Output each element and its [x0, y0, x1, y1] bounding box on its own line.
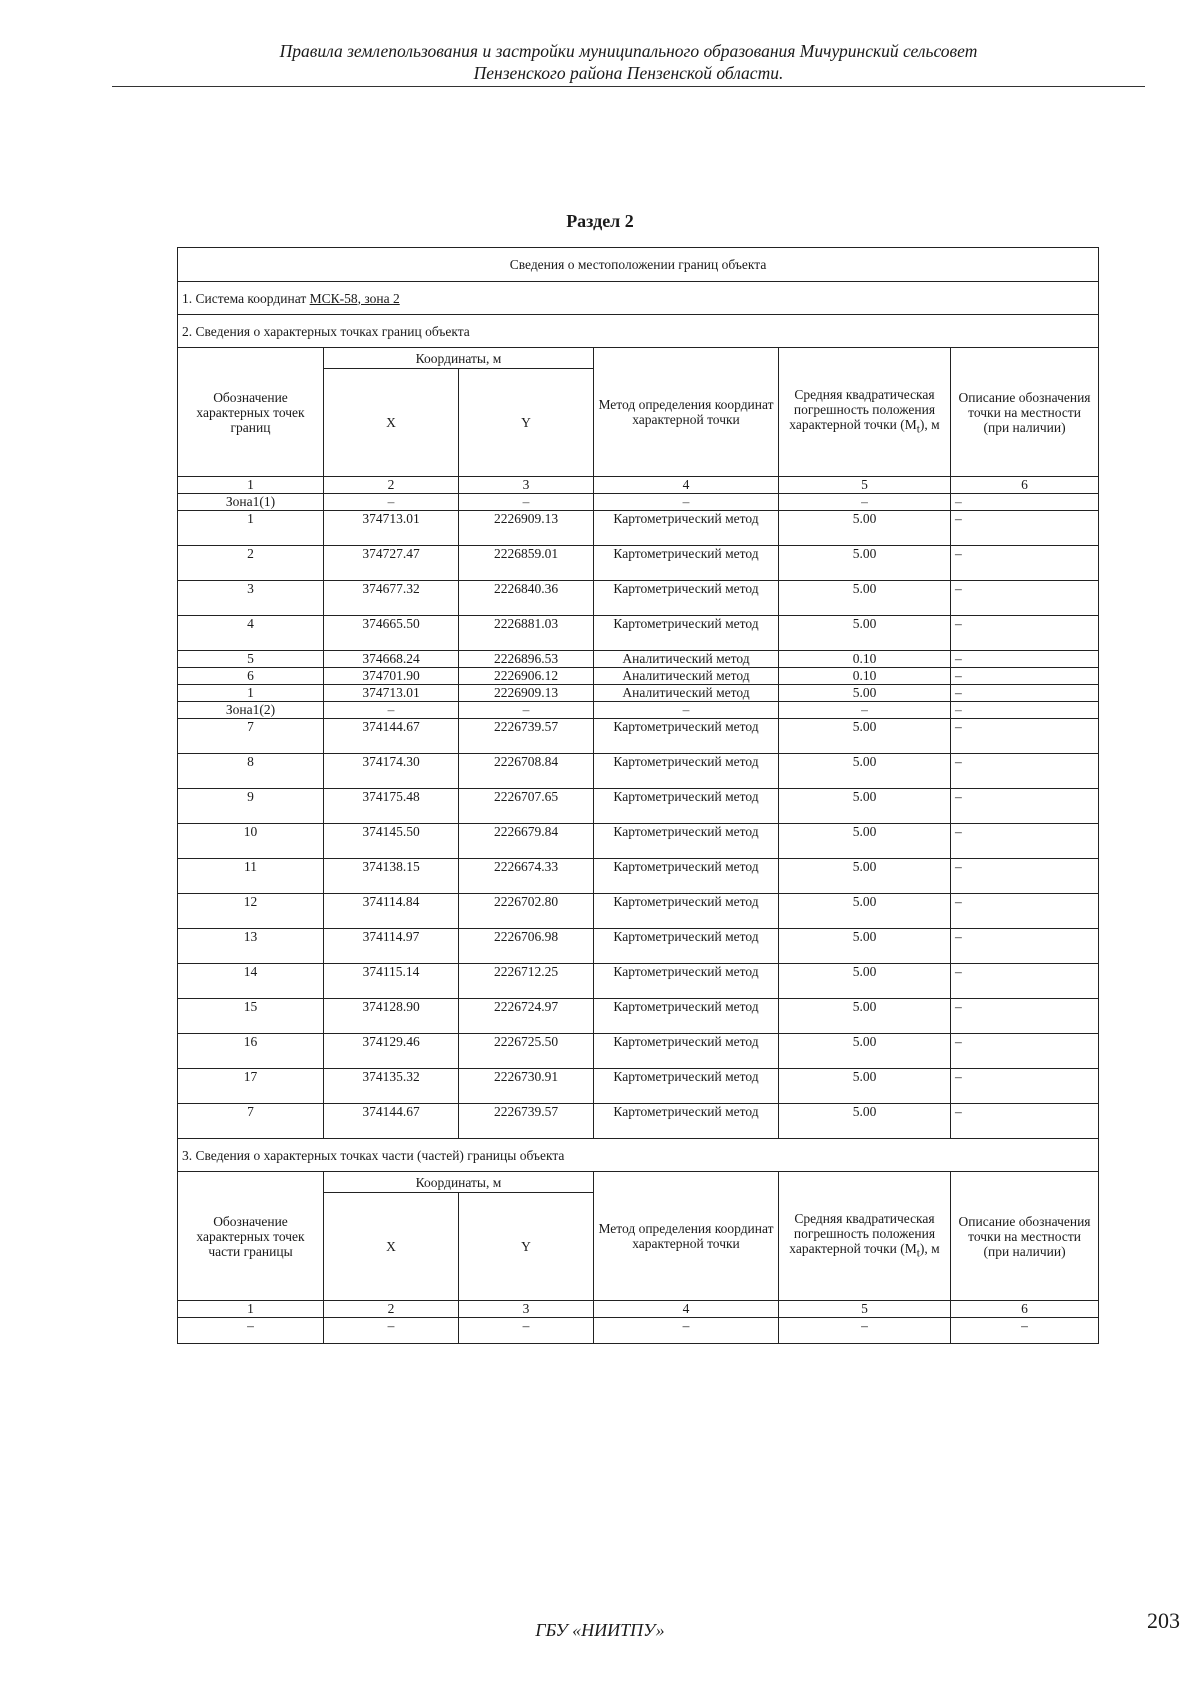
description: – [951, 581, 1099, 616]
mean-error: 5.00 [779, 1104, 951, 1139]
x-coordinate: 374713.01 [324, 511, 459, 546]
part-col-num-5: 5 [779, 1301, 951, 1318]
y-coordinate: 2226909.13 [459, 511, 594, 546]
mean-error: 5.00 [779, 719, 951, 754]
header-error-tail: ), м [919, 416, 940, 432]
x-coordinate: 374677.32 [324, 581, 459, 616]
part-header-error-sub: t [916, 1247, 920, 1260]
mean-error: 5.00 [779, 859, 951, 894]
header-error [779, 348, 951, 477]
mean-error: 5.00 [779, 929, 951, 964]
y-coordinate: 2226739.57 [459, 719, 594, 754]
point-number: 4 [178, 616, 324, 651]
zone-dash: – [324, 702, 459, 719]
description: – [951, 685, 1099, 702]
point-number: 16 [178, 1034, 324, 1069]
table-row [178, 1034, 1099, 1069]
part-cell-4: – [594, 1318, 779, 1344]
point-number: 11 [178, 859, 324, 894]
mean-error: 5.00 [779, 546, 951, 581]
page-header [112, 40, 1145, 87]
x-coordinate: 374114.97 [324, 929, 459, 964]
mean-error: 5.00 [779, 581, 951, 616]
header-x: X [324, 369, 459, 477]
description: – [951, 999, 1099, 1034]
boundary-table-body [178, 248, 1099, 1344]
method: Картометрический метод [594, 581, 779, 616]
y-coordinate: 2226906.12 [459, 668, 594, 685]
table-row [178, 999, 1099, 1034]
zone-dash: – [779, 494, 951, 511]
y-coordinate: 2226702.80 [459, 894, 594, 929]
part-cell-2: – [324, 1318, 459, 1344]
method: Картометрический метод [594, 999, 779, 1034]
method: Картометрический метод [594, 789, 779, 824]
part-col-num-1: 1 [178, 1301, 324, 1318]
part-header-error [779, 1172, 951, 1301]
point-number: 6 [178, 668, 324, 685]
zone-dash: – [459, 702, 594, 719]
table-row [178, 616, 1099, 651]
table-row [178, 964, 1099, 999]
zone-name: Зона1(1) [178, 494, 324, 511]
x-coordinate: 374713.01 [324, 685, 459, 702]
method: Картометрический метод [594, 1069, 779, 1104]
header-coords: Координаты, м [324, 348, 594, 369]
point-number: 10 [178, 824, 324, 859]
header-row-1 [178, 348, 1099, 369]
part-header-row-1 [178, 1172, 1099, 1193]
table-row [178, 719, 1099, 754]
part-header-error-tail: ), м [919, 1240, 940, 1256]
x-coordinate: 374175.48 [324, 789, 459, 824]
y-coordinate: 2226707.65 [459, 789, 594, 824]
y-coordinate: 2226725.50 [459, 1034, 594, 1069]
x-coordinate: 374701.90 [324, 668, 459, 685]
description: – [951, 859, 1099, 894]
y-coordinate: 2226674.33 [459, 859, 594, 894]
description: – [951, 719, 1099, 754]
description: – [951, 546, 1099, 581]
table-row [178, 668, 1099, 685]
part-header-y: Y [459, 1193, 594, 1301]
method: Картометрический метод [594, 546, 779, 581]
coord-system-label: 1. Система координат [182, 290, 310, 306]
point-number: 12 [178, 894, 324, 929]
x-coordinate: 374129.46 [324, 1034, 459, 1069]
zone-dash: – [951, 494, 1099, 511]
x-coordinate: 374114.84 [324, 894, 459, 929]
y-coordinate: 2226896.53 [459, 651, 594, 668]
part-header-coords: Координаты, м [324, 1172, 594, 1193]
zone-name: Зона1(2) [178, 702, 324, 719]
part-header-method: Метод определения координат характерной точки [594, 1172, 779, 1301]
section-title: Раздел 2 [566, 211, 634, 231]
x-coordinate: 374144.67 [324, 719, 459, 754]
y-coordinate: 2226679.84 [459, 824, 594, 859]
part-cell-6: – [951, 1318, 1099, 1344]
section2-title: 2. Сведения о характерных точках границ объекта [178, 315, 1099, 348]
y-coordinate: 2226881.03 [459, 616, 594, 651]
method: Картометрический метод [594, 719, 779, 754]
y-coordinate: 2226724.97 [459, 999, 594, 1034]
table-row [178, 1104, 1099, 1139]
mean-error: 5.00 [779, 1034, 951, 1069]
table-row [178, 581, 1099, 616]
header-line-1: Правила землепользования и застройки муниципального образования Мичуринский сельсовет [279, 41, 978, 61]
description: – [951, 511, 1099, 546]
zone-dash: – [324, 494, 459, 511]
x-coordinate: 374135.32 [324, 1069, 459, 1104]
coord-system-value: МСК-58, зона 2 [309, 290, 400, 306]
header-point: Обозначение характерных точек границ [178, 348, 324, 477]
x-coordinate: 374727.47 [324, 546, 459, 581]
table-row [178, 789, 1099, 824]
zone-dash: – [779, 702, 951, 719]
coord-system-row [178, 282, 1099, 315]
col-num-6: 6 [951, 477, 1099, 494]
mean-error: 5.00 [779, 999, 951, 1034]
y-coordinate: 2226712.25 [459, 964, 594, 999]
zone-header-row [178, 702, 1099, 719]
method: Картометрический метод [594, 894, 779, 929]
description: – [951, 824, 1099, 859]
y-coordinate: 2226706.98 [459, 929, 594, 964]
x-coordinate: 374174.30 [324, 754, 459, 789]
header-error-sub: t [916, 423, 920, 436]
x-coordinate: 374115.14 [324, 964, 459, 999]
mean-error: 5.00 [779, 616, 951, 651]
method: Картометрический метод [594, 929, 779, 964]
method: Аналитический метод [594, 685, 779, 702]
part-cell-5: – [779, 1318, 951, 1344]
col-num-4: 4 [594, 477, 779, 494]
description: – [951, 1104, 1099, 1139]
col-num-2: 2 [324, 477, 459, 494]
part-col-num-3: 3 [459, 1301, 594, 1318]
point-number: 17 [178, 1069, 324, 1104]
mean-error: 5.00 [779, 824, 951, 859]
part-header-point: Обозначение характерных точек части границы [178, 1172, 324, 1301]
y-coordinate: 2226730.91 [459, 1069, 594, 1104]
method: Картометрический метод [594, 1104, 779, 1139]
zone-dash: – [951, 702, 1099, 719]
method: Аналитический метод [594, 668, 779, 685]
mean-error: 5.00 [779, 1069, 951, 1104]
method: Картометрический метод [594, 964, 779, 999]
column-number-row [178, 477, 1099, 494]
coord-system-cell [178, 282, 1099, 315]
description: – [951, 1034, 1099, 1069]
table-row [178, 511, 1099, 546]
mean-error: 5.00 [779, 511, 951, 546]
x-coordinate: 374665.50 [324, 616, 459, 651]
description: – [951, 668, 1099, 685]
header-method: Метод определения координат характерной точки [594, 348, 779, 477]
table-title-row [178, 248, 1099, 282]
description: – [951, 929, 1099, 964]
col-num-5: 5 [779, 477, 951, 494]
description: – [951, 964, 1099, 999]
y-coordinate: 2226739.57 [459, 1104, 594, 1139]
x-coordinate: 374144.67 [324, 1104, 459, 1139]
table-row [178, 824, 1099, 859]
zone-dash: – [459, 494, 594, 511]
description: – [951, 754, 1099, 789]
page-number: 203 [1147, 1608, 1180, 1633]
page-footer: ГБУ «НИИТПУ» [535, 1620, 665, 1640]
x-coordinate: 374128.90 [324, 999, 459, 1034]
point-number: 3 [178, 581, 324, 616]
header-description: Описание обозначения точки на местности (при наличии) [951, 348, 1099, 477]
point-number: 8 [178, 754, 324, 789]
x-coordinate: 374138.15 [324, 859, 459, 894]
method: Картометрический метод [594, 859, 779, 894]
table-row [178, 894, 1099, 929]
col-num-1: 1 [178, 477, 324, 494]
point-number: 14 [178, 964, 324, 999]
method: Картометрический метод [594, 511, 779, 546]
col-num-3: 3 [459, 477, 594, 494]
table-row [178, 651, 1099, 668]
point-number: 9 [178, 789, 324, 824]
section3-title-row [178, 1139, 1099, 1172]
boundary-table [177, 247, 1099, 1344]
point-number: 7 [178, 719, 324, 754]
part-col-num-2: 2 [324, 1301, 459, 1318]
section3-title: 3. Сведения о характерных точках части (частей) границы объекта [178, 1139, 1099, 1172]
method: Аналитический метод [594, 651, 779, 668]
header-error-text: Средняя квадратическая погрешность положения характерной точки (M [789, 386, 936, 432]
section2-title-row [178, 315, 1099, 348]
mean-error: 5.00 [779, 685, 951, 702]
point-number: 1 [178, 511, 324, 546]
point-number: 5 [178, 651, 324, 668]
mean-error: 5.00 [779, 964, 951, 999]
description: – [951, 1069, 1099, 1104]
part-cell-3: – [459, 1318, 594, 1344]
table-row [178, 685, 1099, 702]
description: – [951, 789, 1099, 824]
y-coordinate: 2226840.36 [459, 581, 594, 616]
mean-error: 5.00 [779, 789, 951, 824]
point-number: 13 [178, 929, 324, 964]
y-coordinate: 2226909.13 [459, 685, 594, 702]
zone-header-row [178, 494, 1099, 511]
mean-error: 0.10 [779, 651, 951, 668]
table-row [178, 546, 1099, 581]
table-title: Сведения о местоположении границ объекта [178, 248, 1099, 282]
table-row [178, 1069, 1099, 1104]
method: Картометрический метод [594, 1034, 779, 1069]
table-row [178, 754, 1099, 789]
y-coordinate: 2226708.84 [459, 754, 594, 789]
part-col-num-6: 6 [951, 1301, 1099, 1318]
zone-dash: – [594, 494, 779, 511]
point-number: 7 [178, 1104, 324, 1139]
table-row [178, 929, 1099, 964]
part-empty-row [178, 1318, 1099, 1344]
mean-error: 0.10 [779, 668, 951, 685]
x-coordinate: 374668.24 [324, 651, 459, 668]
header-y: Y [459, 369, 594, 477]
part-column-number-row [178, 1301, 1099, 1318]
point-number: 1 [178, 685, 324, 702]
method: Картометрический метод [594, 754, 779, 789]
part-header-error-text: Средняя квадратическая погрешность положения характерной точки (M [789, 1210, 936, 1256]
mean-error: 5.00 [779, 894, 951, 929]
mean-error: 5.00 [779, 754, 951, 789]
zone-dash: – [594, 702, 779, 719]
part-header-description: Описание обозначения точки на местности (при наличии) [951, 1172, 1099, 1301]
x-coordinate: 374145.50 [324, 824, 459, 859]
description: – [951, 616, 1099, 651]
method: Картометрический метод [594, 616, 779, 651]
method: Картометрический метод [594, 824, 779, 859]
description: – [951, 894, 1099, 929]
point-number: 2 [178, 546, 324, 581]
header-line-2: Пензенского района Пензенской области. [473, 63, 784, 83]
part-col-num-4: 4 [594, 1301, 779, 1318]
y-coordinate: 2226859.01 [459, 546, 594, 581]
description: – [951, 651, 1099, 668]
part-header-x: X [324, 1193, 459, 1301]
part-cell-1: – [178, 1318, 324, 1344]
table-row [178, 859, 1099, 894]
point-number: 15 [178, 999, 324, 1034]
